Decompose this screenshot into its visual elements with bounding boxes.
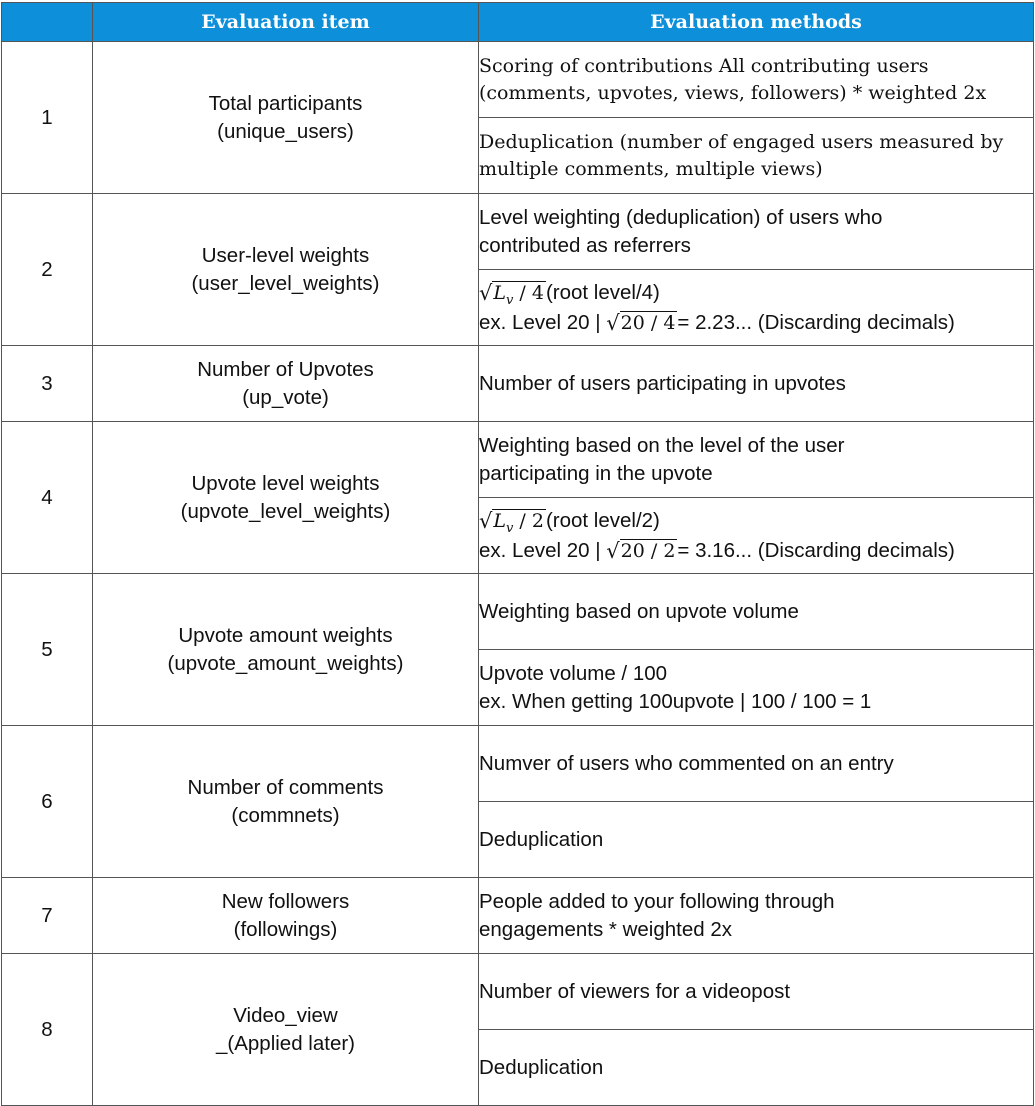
method-cell (479, 346, 1034, 422)
item-name: Upvote amount weights (178, 624, 393, 648)
method-text: Deduplication (number of engaged users measured by (479, 130, 1004, 153)
method-text: People added to your following through (479, 890, 835, 914)
method-text: participating in the upvote (479, 461, 713, 485)
evaluation-item-cell (93, 954, 479, 1106)
table-row (2, 954, 1034, 1030)
formula-description: (root level/2) (545, 508, 660, 532)
method-text: ex. When getting 100upvote | 100 / 100 = 1 (479, 689, 872, 713)
formula-line (479, 507, 1033, 537)
method-cell (479, 726, 1034, 802)
example-prefix: ex. Level 20 | (479, 310, 607, 334)
square-root-example: √20 / 2 (606, 538, 676, 563)
row-number: 3 (2, 346, 93, 422)
item-key: (upvote_level_weights) (180, 499, 391, 523)
method-cell (479, 878, 1034, 954)
table-row (2, 42, 1034, 118)
header-number-cell (2, 3, 93, 42)
method-text: Numver of users who commented on an entry (479, 751, 894, 775)
item-key: (followings) (233, 917, 338, 941)
evaluation-item-cell (93, 726, 479, 878)
item-key: (up_vote) (242, 385, 329, 409)
row-number: 7 (2, 878, 93, 954)
table-row (2, 574, 1034, 650)
formula-divisor: / 2 (513, 509, 544, 532)
method-cell (479, 954, 1034, 1030)
method-cell (479, 802, 1034, 878)
evaluation-item-cell (93, 878, 479, 954)
header-row (2, 3, 1034, 42)
example-expression: 20 / 2 (620, 539, 676, 562)
row-number: 6 (2, 726, 93, 878)
row-number: 1 (2, 42, 93, 194)
table-row (2, 346, 1034, 422)
example-expression: 20 / 4 (620, 311, 676, 334)
item-name: Number of comments (187, 776, 384, 800)
formula-variable: L (493, 281, 507, 304)
header-evaluation-methods: Evaluation methods (479, 3, 1034, 42)
example-result: = 2.23... (Discarding decimals) (677, 310, 955, 334)
evaluation-table (1, 2, 1034, 1106)
item-name: Number of Upvotes (197, 358, 374, 382)
item-key: (upvote_amount_weights) (167, 651, 404, 675)
method-text: contributed as referrers (479, 233, 691, 257)
method-cell (479, 1030, 1034, 1106)
item-key: (unique_users) (217, 119, 354, 143)
method-cell (479, 118, 1034, 194)
formula-cell (479, 498, 1034, 574)
method-text: Weighting based on the level of the user (479, 434, 845, 458)
table-row (2, 878, 1034, 954)
formula-example (479, 537, 1033, 565)
item-name: Upvote level weights (191, 472, 380, 496)
evaluation-item-cell (93, 194, 479, 346)
formula-description: (root level/4) (545, 280, 660, 304)
method-cell (479, 422, 1034, 498)
item-key: _(Applied later) (215, 1031, 355, 1055)
row-number: 8 (2, 954, 93, 1106)
formula-subscript: v (506, 292, 514, 308)
square-root-example: √20 / 4 (606, 310, 676, 335)
item-name: User-level weights (201, 244, 370, 268)
table-row (2, 194, 1034, 270)
method-text: Number of users participating in upvotes (479, 371, 846, 395)
evaluation-item-cell (93, 574, 479, 726)
table-row (2, 726, 1034, 802)
evaluation-item-cell (93, 422, 479, 574)
item-name: New followers (221, 890, 350, 914)
evaluation-item-cell (93, 346, 479, 422)
formula-cell (479, 270, 1034, 346)
row-number: 5 (2, 574, 93, 726)
method-text: Level weighting (deduplication) of users who (479, 206, 883, 230)
item-name: Total participants (208, 92, 363, 116)
table-row (2, 422, 1034, 498)
method-text: (comments, upvotes, views, followers) * weighted 2x (479, 81, 987, 104)
method-text: Weighting based on upvote volume (479, 599, 799, 623)
evaluation-item-cell (93, 42, 479, 194)
method-text: Deduplication (479, 827, 604, 851)
item-key: (user_level_weights) (191, 271, 380, 295)
method-cell (479, 194, 1034, 270)
method-cell (479, 650, 1034, 726)
row-number: 4 (2, 422, 93, 574)
method-text: engagements * weighted 2x (479, 917, 733, 941)
method-text: multiple comments, multiple views) (479, 157, 823, 180)
formula-divisor: / 4 (513, 281, 544, 304)
formula-variable: L (493, 509, 507, 532)
item-name: Video_view (233, 1004, 338, 1028)
method-text: Deduplication (479, 1055, 604, 1079)
item-key: (commnets) (231, 803, 340, 827)
example-result: = 3.16... (Discarding decimals) (677, 538, 955, 562)
method-cell (479, 574, 1034, 650)
formula-line (479, 279, 1033, 309)
method-text: Number of viewers for a videopost (479, 979, 791, 1003)
row-number: 2 (2, 194, 93, 346)
formula-example (479, 309, 1033, 337)
square-root-formula: $√L_v / 4$ (479, 280, 544, 308)
method-text: Scoring of contributions All contributing users (479, 54, 929, 77)
example-prefix: ex. Level 20 | (479, 538, 607, 562)
method-cell (479, 42, 1034, 118)
header-evaluation-item: Evaluation item (93, 3, 479, 42)
formula-subscript: v (506, 520, 514, 536)
method-text: Upvote volume / 100 (479, 662, 668, 686)
square-root-formula: $√L_v / 2$ (479, 508, 544, 536)
